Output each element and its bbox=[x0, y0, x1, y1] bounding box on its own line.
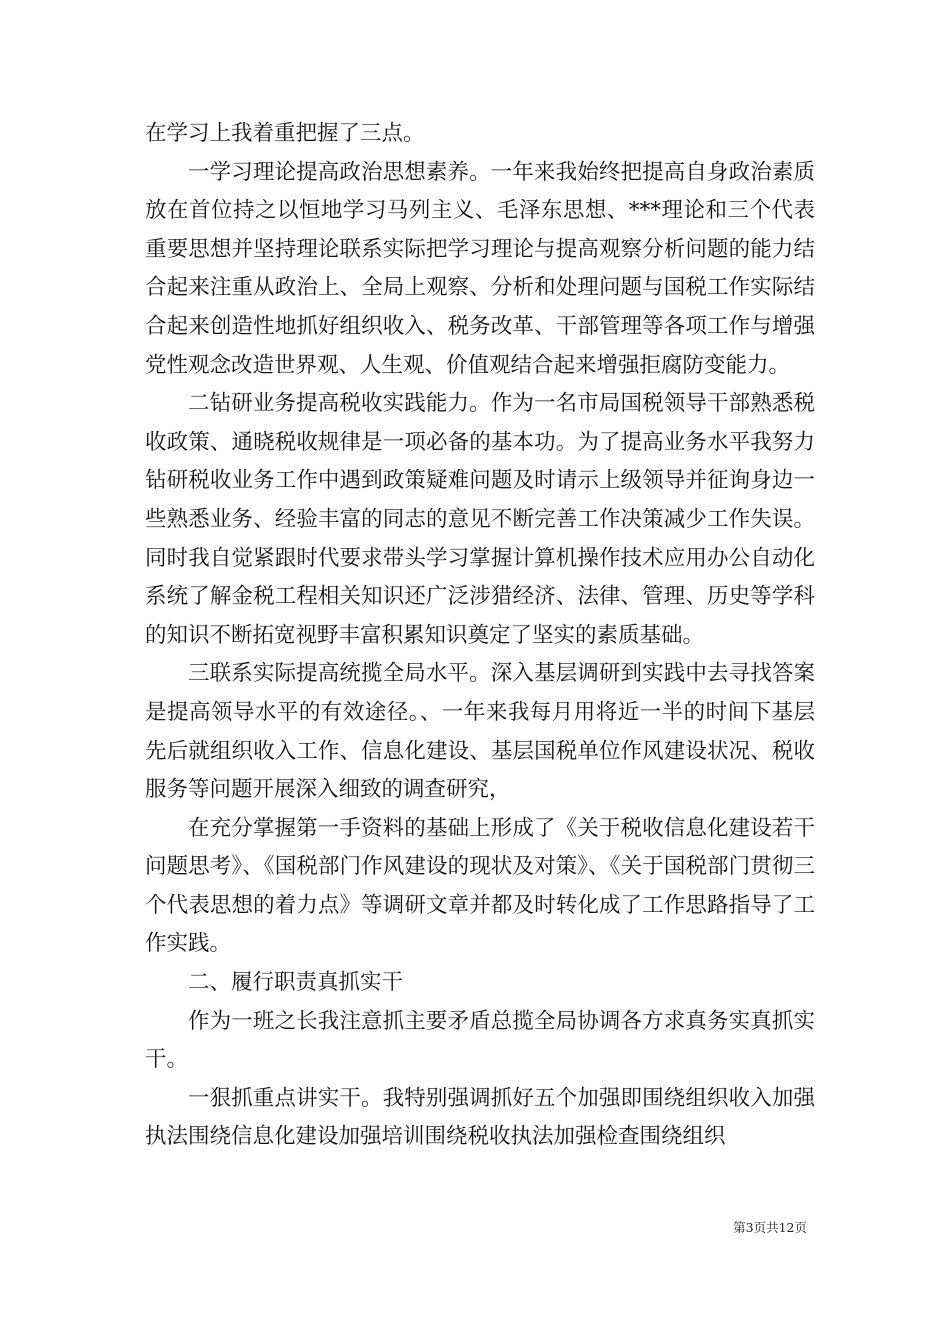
document-body bbox=[145, 115, 815, 1157]
paragraph-4: 三联系实际提高统揽全局水平。深入基层调研到实践中去寻找答案是提高领导水平的有效途径。、一年来我每月用将近一半的时间下基层先后就组织收入工作、信息化建设、基层国税单位作风建设状况、税收服务等问题开展深入细致的调查研究， bbox=[145, 661, 815, 803]
paragraph-3: 二钻研业务提高税收实践能力。作为一名市局国税领导干部熟悉税收政策、通晓税收规律是一项必备的基本功。为了提高业务水平我努力钻研税收业务工作中遇到政策疑难问题及时请示上级领导并征询身边一些熟悉业务、经验丰富的同志的意见不断完善工作决策减少工作失误。同时我自觉紧跟时代要求带头学习掌握计算机操作技术应用办公自动化系统了解金税工程相关知识还广泛涉猎经济、法律、管理、历史等学科的知识不断拓宽视野丰富积累知识奠定了坚实的素质基础。 bbox=[145, 391, 815, 648]
paragraph-7: 作为一班之长我注意抓主要矛盾总揽全局协调各方求真务实真抓实干。 bbox=[145, 1008, 815, 1073]
paragraph-5: 在充分掌握第一手资料的基础上形成了《关于税收信息化建设若干问题思考》、《国税部门作风建设的现状及对策》、《关于国税部门贯彻三个代表思想的着力点》等调研文章并都及时转化成了工作思路指导了工作实践。 bbox=[145, 815, 815, 957]
paragraph-8: 一狠抓重点讲实干。我特别强调抓好五个加强即围绕组织收入加强执法围绕信息化建设加强培训围绕税收执法加强检查围绕组织 bbox=[145, 1085, 815, 1150]
paragraph-2: 一学习理论提高政治思想素养。一年来我始终把提高自身政治素质放在首位持之以恒地学习马列主义、毛泽东思想、***理论和三个代表重要思想并坚持理论联系实际把学习理论与提高观察分析问题的能力结合起来注重从政治上、全局上观察、分析和处理问题与国税工作实际结合起来创造性地抓好组织收入、税务改革、干部管理等各项工作与增强党性观念改造世界观、人生观、价值观结合起来增强拒腐防变能力。 bbox=[145, 159, 815, 378]
page-number-footer: 第3页共12页 bbox=[733, 1220, 807, 1235]
paragraph-1: 在学习上我着重把握了三点。 bbox=[145, 121, 425, 146]
section-heading: 二、履行职责真抓实干 bbox=[188, 970, 404, 996]
